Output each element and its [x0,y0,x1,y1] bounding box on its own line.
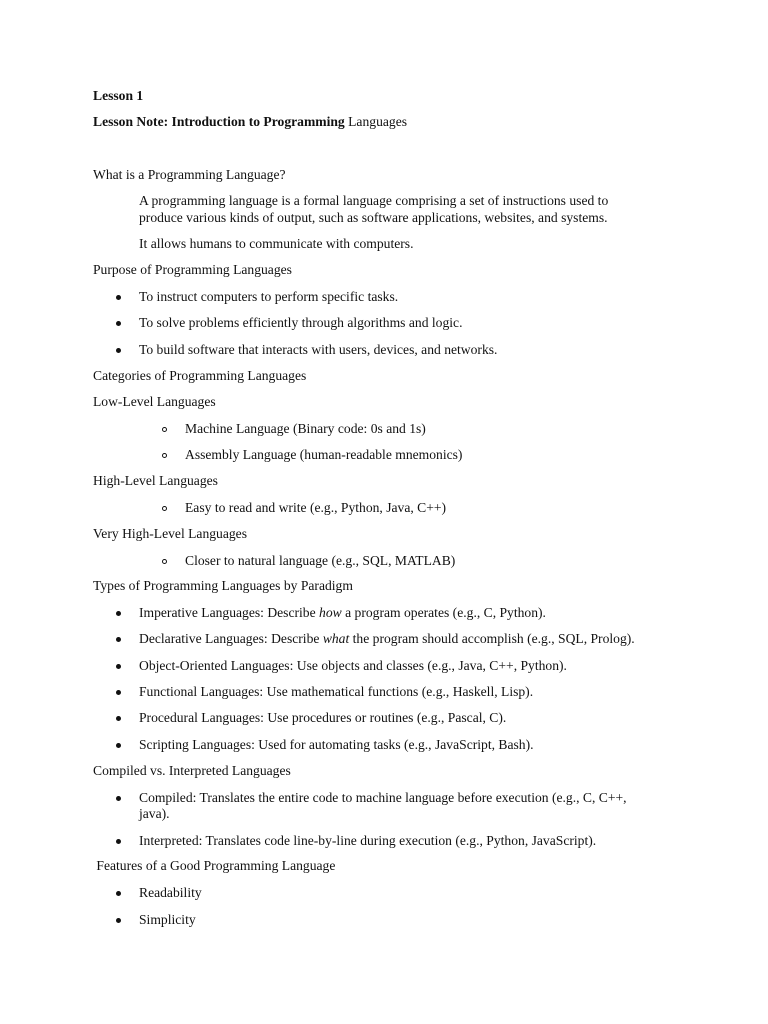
section-heading-paradigms: Types of Programming Languages by Paradigm [93,578,353,593]
list-item: Assembly Language (human-readable mnemonics) [185,447,463,462]
bullet-dot-icon [116,690,121,695]
section-heading-purpose: Purpose of Programming Languages [93,262,292,277]
list-item: To instruct computers to perform specific tasks. [139,289,399,304]
list-item-line: Compiled: Translates the entire code to machine language before execution (e.g., C, C++, [139,790,627,805]
lesson-note-title [93,114,407,130]
list-item: Procedural Languages: Use procedures or routines (e.g., Pascal, C). [139,710,507,725]
list-item-declarative [139,631,635,647]
subheading-very-high-level: Very High-Level Languages [93,526,248,541]
list-item: Functional Languages: Use mathematical functions (e.g., Haskell, Lisp). [139,684,534,699]
lesson-note-rest: Languages [344,114,408,129]
lesson-note-bold: Lesson Note: Introduction to Programming [93,114,345,129]
bullet-circle-icon [162,427,167,432]
list-item: Object-Oriented Languages: Use objects and classes (e.g., Java, C++, Python). [139,658,567,673]
list-item: Scripting Languages: Used for automating tasks (e.g., JavaScript, Bash). [139,737,534,752]
bullet-circle-icon [162,559,167,564]
paragraph-line: produce various kinds of output, such as software applications, websites, and systems. [139,210,608,225]
subheading-high-level: High-Level Languages [93,473,218,488]
text-run: Declarative Languages: Describe [139,631,323,646]
text-run: the program should accomplish (e.g., SQL, Prolog). [349,631,635,646]
list-item: Closer to natural language (e.g., SQL, MATLAB) [185,553,456,568]
emphasis-text: how [319,605,342,620]
section-heading-categories: Categories of Programming Languages [93,368,307,383]
text-run: a program operates (e.g., C, Python). [341,605,546,620]
bullet-dot-icon [116,918,121,923]
list-item-imperative [139,605,546,621]
list-item: Simplicity [139,912,196,927]
subheading-low-level: Low-Level Languages [93,394,216,409]
text-run: Imperative Languages: Describe [139,605,320,620]
bullet-dot-icon [116,295,121,300]
lesson-title: Lesson 1 [93,88,144,103]
bullet-dot-icon [116,348,121,353]
list-item: Machine Language (Binary code: 0s and 1s) [185,421,426,436]
list-item: Interpreted: Translates code line-by-line during execution (e.g., Python, JavaScript). [139,833,597,848]
paragraph-line: It allows humans to communicate with computers. [139,236,414,251]
bullet-dot-icon [116,637,121,642]
bullet-dot-icon [116,796,121,801]
bullet-dot-icon [116,743,121,748]
paragraph-line: A programming language is a formal language comprising a set of instructions used to [139,193,609,208]
bullet-circle-icon [162,506,167,511]
section-heading-what-is: What is a Programming Language? [93,167,286,182]
emphasis-text: what [322,631,350,646]
section-heading-features: Features of a Good Programming Language [93,858,336,873]
bullet-dot-icon [116,664,121,669]
list-item: To solve problems efficiently through algorithms and logic. [139,315,463,330]
bullet-dot-icon [116,891,121,896]
section-heading-compiled: Compiled vs. Interpreted Languages [93,763,291,778]
list-item: Easy to read and write (e.g., Python, Java, C++) [185,500,447,515]
list-item: Readability [139,885,202,900]
bullet-dot-icon [116,839,121,844]
bullet-dot-icon [116,611,121,616]
bullet-dot-icon [116,321,121,326]
list-item-line: java). [139,806,170,821]
bullet-dot-icon [116,716,121,721]
list-item: To build software that interacts with users, devices, and networks. [139,342,498,357]
bullet-circle-icon [162,453,167,458]
